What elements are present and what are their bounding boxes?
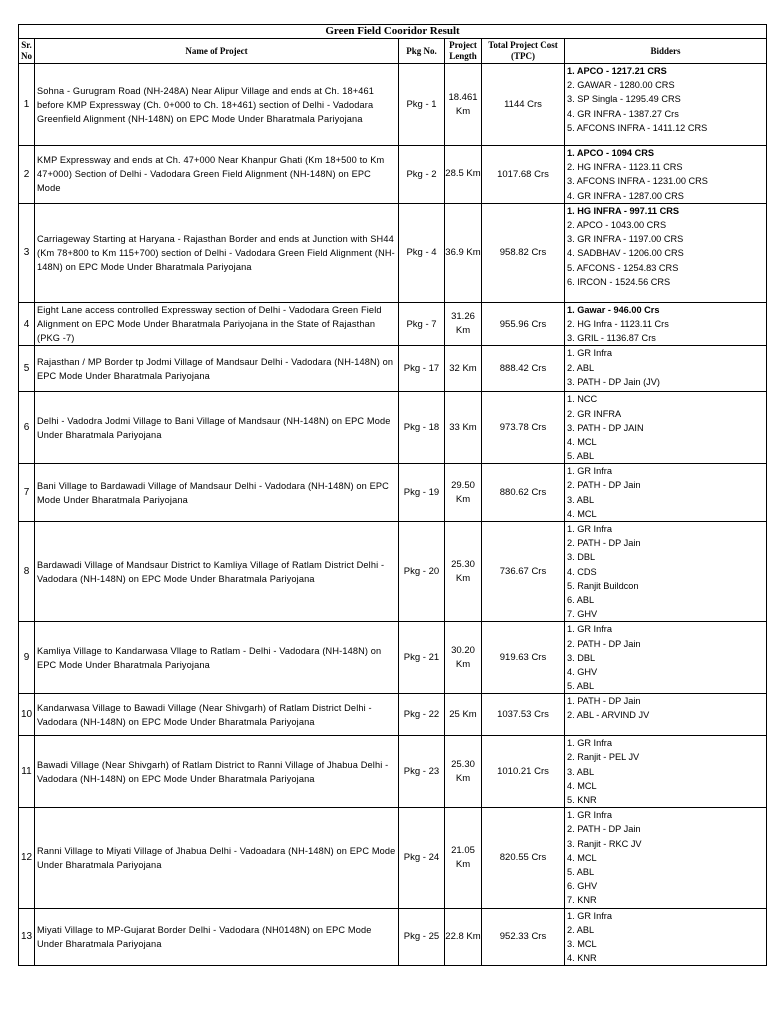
bidder-item: 3. MCL xyxy=(567,938,597,949)
row-bidders xyxy=(565,346,767,392)
row-project-length: 18.461 Km xyxy=(445,64,482,146)
bidder-item: 1. GR Infra xyxy=(567,524,612,534)
row-project-length: 30.20 Km xyxy=(445,622,482,694)
bidder-item: 4. MCL xyxy=(567,436,597,447)
table-row xyxy=(19,522,767,622)
bidder-item: 4. MCL xyxy=(567,852,597,863)
row-sr-no: 10 xyxy=(19,694,35,736)
header-sr-no: Sr. No xyxy=(19,39,35,64)
row-bidders xyxy=(565,522,767,622)
row-project-name: KMP Expressway and ends at Ch. 47+000 Near Khanpur Ghati (Km 18+500 to Km 47+000) Section of Delhi - Vadodara Green Field Alignment (NH-148N) on EPC Mode xyxy=(35,146,399,204)
row-project-name: Bani Village to Bardawadi Village of Mandsaur Delhi - Vadodara (NH-148N) on EPC Mode Under Bharatmala Pariyojana xyxy=(35,464,399,522)
row-total-cost: 888.42 Crs xyxy=(482,346,565,392)
row-sr-no: 9 xyxy=(19,622,35,694)
row-project-name: Eight Lane access controlled Expressway section of Delhi - Vadodara Green Field Alignment on EPC Mode Under Bharatmala Pariyojana in the State of Rajasthan (PKG -7) xyxy=(35,302,399,346)
results-table xyxy=(18,24,767,966)
table-row xyxy=(19,146,767,204)
row-pkg-no: Pkg - 20 xyxy=(399,522,445,622)
bidder-item: 1. GR Infra xyxy=(567,738,612,749)
row-project-length: 22.8 Km xyxy=(445,908,482,966)
bidder-item: 2. GAWAR - 1280.00 CRS xyxy=(567,80,675,91)
row-total-cost: 820.55 Crs xyxy=(482,808,565,908)
bidder-item: 5. ABL xyxy=(567,451,595,462)
row-sr-no: 7 xyxy=(19,464,35,522)
row-project-length: 21.05 Km xyxy=(445,808,482,908)
bidder-item: 4. GR INFRA - 1287.00 CRS xyxy=(567,190,684,201)
row-total-cost: 955.96 Crs xyxy=(482,302,565,346)
header-bidders: Bidders xyxy=(565,39,767,64)
bidder-item: 5. KNR xyxy=(567,795,597,805)
table-row xyxy=(19,622,767,694)
row-pkg-no: Pkg - 1 xyxy=(399,64,445,146)
row-project-name: Bawadi Village (Near Shivgarh) of Ratlam District to Ranni Village of Jhabua Delhi - Vadodara (NH-148N) on EPC Mode Under Bharatmala Pariyojana xyxy=(35,736,399,808)
bidder-item: 7. GHV xyxy=(567,609,598,620)
row-project-name: Carriageway Starting at Haryana - Rajasthan Border and ends at Junction with SH44 (Km 78+800 to Km 115+700) section of Delhi - Vadodara Green Field Alignment (NH- 148N) on EPC Mode Under Bharatmala Pariyojana xyxy=(35,203,399,302)
row-bidders xyxy=(565,203,767,302)
table-row xyxy=(19,694,767,736)
table-row xyxy=(19,346,767,392)
row-project-length: 33 Km xyxy=(445,392,482,464)
bidder-item: 2. PATH - DP Jain xyxy=(567,538,641,549)
bidder-item: 3. ABL xyxy=(567,494,595,505)
bidder-item: 4. GR INFRA - 1387.27 Crs xyxy=(567,108,679,119)
bidder-item: 2. ABL xyxy=(567,924,595,935)
table-row xyxy=(19,808,767,908)
row-pkg-no: Pkg - 24 xyxy=(399,808,445,908)
bidder-item: 3. PATH - DP JAIN xyxy=(567,422,644,433)
row-bidders xyxy=(565,302,767,346)
row-project-name: Delhi - Vadodra Jodmi Village to Bani Village of Mandsaur (NH-148N) on EPC Mode Under Bharatmala Pariyojana xyxy=(35,392,399,464)
bidder-item: 2. HG INFRA - 1123.11 CRS xyxy=(567,162,683,173)
row-pkg-no: Pkg - 25 xyxy=(399,908,445,966)
row-project-name: Sohna - Gurugram Road (NH-248A) Near Alipur Village and ends at Ch. 18+461 before KMP Expressway (Ch. 0+000 to Ch. 18+461) section of Delhi - Vadodara Greenfield Alignment (NH-148N) on EPC Mode Under Bharatmala Pariyojana xyxy=(35,64,399,146)
bidder-item: 1. Gawar - 946.00 Crs xyxy=(567,304,660,315)
header-project-name: Name of Project xyxy=(35,39,399,64)
bidder-item: 5. AFCONS INFRA - 1411.12 CRS xyxy=(567,122,708,133)
row-sr-no: 4 xyxy=(19,302,35,346)
table-body xyxy=(19,64,767,966)
bidder-item: 2. APCO - 1043.00 CRS xyxy=(567,219,667,230)
row-sr-no: 1 xyxy=(19,64,35,146)
row-bidders xyxy=(565,146,767,204)
row-project-length: 25 Km xyxy=(445,694,482,736)
row-sr-no: 12 xyxy=(19,808,35,908)
table-row xyxy=(19,736,767,808)
row-total-cost: 1144 Crs xyxy=(482,64,565,146)
bidder-item: 6. GHV xyxy=(567,881,598,892)
row-project-length: 25.30 Km xyxy=(445,522,482,622)
bidder-item: 5. ABL xyxy=(567,681,595,692)
row-bidders xyxy=(565,694,767,736)
row-bidders xyxy=(565,908,767,966)
row-sr-no: 3 xyxy=(19,203,35,302)
row-pkg-no: Pkg - 2 xyxy=(399,146,445,204)
table-title: Green Field Cooridor Result xyxy=(19,25,767,39)
row-project-name: Ranni Village to Miyati Village of Jhabua Delhi - Vadoadara (NH-148N) on EPC Mode Under Bharatmala Pariyojana xyxy=(35,808,399,908)
row-bidders xyxy=(565,622,767,694)
bidder-item: 3. DBL xyxy=(567,652,596,663)
row-project-name: Bardawadi Village of Mandsaur District to Kamliya Village of Ratlam District Delhi - Vadodara (NH-148N) on EPC Mode Under Bharatmala Pariyojana xyxy=(35,522,399,622)
bidder-item: 4. KNR xyxy=(567,953,597,964)
bidder-item: 7. KNR xyxy=(567,895,597,906)
bidder-item: 3. DBL xyxy=(567,552,596,563)
row-total-cost: 919.63 Crs xyxy=(482,622,565,694)
header-total-cost: Total Project Cost (TPC) xyxy=(482,39,565,64)
bidder-item: 3. AFCONS INFRA - 1231.00 CRS xyxy=(567,176,708,187)
bidder-item: 1. APCO - 1217.21 CRS xyxy=(567,66,667,76)
bidder-item: 1. GR Infra xyxy=(567,910,612,921)
row-sr-no: 11 xyxy=(19,736,35,808)
bidder-item: 6. ABL xyxy=(567,594,595,605)
bidder-item: 1. PATH - DP Jain xyxy=(567,696,641,707)
bidder-item: 1. NCC xyxy=(567,394,598,405)
row-pkg-no: Pkg - 18 xyxy=(399,392,445,464)
row-pkg-no: Pkg - 23 xyxy=(399,736,445,808)
row-project-length: 29.50 Km xyxy=(445,464,482,522)
bidder-item: 4. MCL xyxy=(567,780,597,791)
table-row xyxy=(19,302,767,346)
row-sr-no: 6 xyxy=(19,392,35,464)
bidder-item: 1. GR Infra xyxy=(567,624,612,635)
row-total-cost: 952.33 Crs xyxy=(482,908,565,966)
bidder-item: 2. ABL xyxy=(567,362,595,373)
row-project-name: Miyati Village to MP-Gujarat Border Delhi - Vadodara (NH0148N) on EPC Mode Under Bharatmala Pariyojana xyxy=(35,908,399,966)
bidder-item: 3. GR INFRA - 1197.00 CRS xyxy=(567,234,684,245)
bidder-item: 6. IRCON - 1524.56 CRS xyxy=(567,276,671,287)
row-bidders xyxy=(565,64,767,146)
bidder-item: 4. MCL xyxy=(567,508,597,519)
bidder-item: 2. HG Infra - 1123.11 Crs xyxy=(567,318,669,329)
bidder-item: 1. GR Infra xyxy=(567,810,612,821)
row-bidders xyxy=(565,808,767,908)
row-total-cost: 1010.21 Crs xyxy=(482,736,565,808)
bidder-item: 3. ABL xyxy=(567,766,595,777)
bidder-item: 2. PATH - DP Jain xyxy=(567,638,641,649)
row-project-length: 32 Km xyxy=(445,346,482,392)
row-total-cost: 958.82 Crs xyxy=(482,203,565,302)
bidder-item: 2. Ranjit - PEL JV xyxy=(567,752,640,763)
bidder-item: 5. ABL xyxy=(567,866,595,877)
row-total-cost: 736.67 Crs xyxy=(482,522,565,622)
row-pkg-no: Pkg - 21 xyxy=(399,622,445,694)
bidder-item: 2. ABL - ARVIND JV xyxy=(567,710,650,721)
row-project-length: 31.26 Km xyxy=(445,302,482,346)
row-bidders xyxy=(565,392,767,464)
bidder-item: 1. GR Infra xyxy=(567,466,612,477)
bidder-item: 1. GR Infra xyxy=(567,348,612,359)
row-pkg-no: Pkg - 17 xyxy=(399,346,445,392)
row-project-length: 25.30 Km xyxy=(445,736,482,808)
row-total-cost: 1037.53 Crs xyxy=(482,694,565,736)
header-project-length: Project Length xyxy=(445,39,482,64)
bidder-item: 2. PATH - DP Jain xyxy=(567,824,641,835)
header-pkg-no: Pkg No. xyxy=(399,39,445,64)
bidder-item: 5. Ranjit Buildcon xyxy=(567,580,639,591)
bidder-item: 3. GRIL - 1136.87 Crs xyxy=(567,333,656,344)
row-bidders xyxy=(565,736,767,808)
table-row xyxy=(19,392,767,464)
table-row xyxy=(19,203,767,302)
bidder-item: 2. GR INFRA xyxy=(567,408,622,419)
row-pkg-no: Pkg - 4 xyxy=(399,203,445,302)
row-total-cost: 880.62 Crs xyxy=(482,464,565,522)
bidder-item: 4. SADBHAV - 1206.00 CRS xyxy=(567,248,684,259)
row-sr-no: 2 xyxy=(19,146,35,204)
row-pkg-no: Pkg - 7 xyxy=(399,302,445,346)
table-row xyxy=(19,908,767,966)
row-total-cost: 973.78 Crs xyxy=(482,392,565,464)
row-project-length: 28.5 Km xyxy=(445,146,482,204)
row-pkg-no: Pkg - 19 xyxy=(399,464,445,522)
row-project-name: Kamliya Village to Kandarwasa Vllage to Ratlam - Delhi - Vadodara (NH-148N) on EPC Mode Under Bharatmala Pariyojana xyxy=(35,622,399,694)
bidder-item: 4. CDS xyxy=(567,566,597,577)
bidder-item: 2. PATH - DP Jain xyxy=(567,480,641,491)
table-row xyxy=(19,464,767,522)
row-project-length: 36.9 Km xyxy=(445,203,482,302)
bidder-item: 3. PATH - DP Jain (JV) xyxy=(567,376,660,387)
bidder-item: 5. AFCONS - 1254.83 CRS xyxy=(567,262,679,273)
row-project-name: Kandarwasa Village to Bawadi Village (Near Shivgarh) of Ratlam District Delhi - Vadodara (NH-148N) on EPC Mode Under Bharatmala Pariyojana xyxy=(35,694,399,736)
bidder-item: 1. APCO - 1094 CRS xyxy=(567,148,654,158)
table-row xyxy=(19,64,767,146)
row-sr-no: 8 xyxy=(19,522,35,622)
row-sr-no: 5 xyxy=(19,346,35,392)
row-total-cost: 1017.68 Crs xyxy=(482,146,565,204)
row-bidders xyxy=(565,464,767,522)
bidder-item: 4. GHV xyxy=(567,666,598,677)
row-sr-no: 13 xyxy=(19,908,35,966)
bidder-item: 3. SP Singla - 1295.49 CRS xyxy=(567,94,681,105)
row-project-name: Rajasthan / MP Border tp Jodmi Village of Mandsaur Delhi - Vadodara (NH-148N) on EPC Mode Under Bharatmala Pariyojana xyxy=(35,346,399,392)
bidder-item: 1. HG INFRA - 997.11 CRS xyxy=(567,205,679,216)
bidder-item: 3. Ranjit - RKC JV xyxy=(567,838,642,849)
row-pkg-no: Pkg - 22 xyxy=(399,694,445,736)
